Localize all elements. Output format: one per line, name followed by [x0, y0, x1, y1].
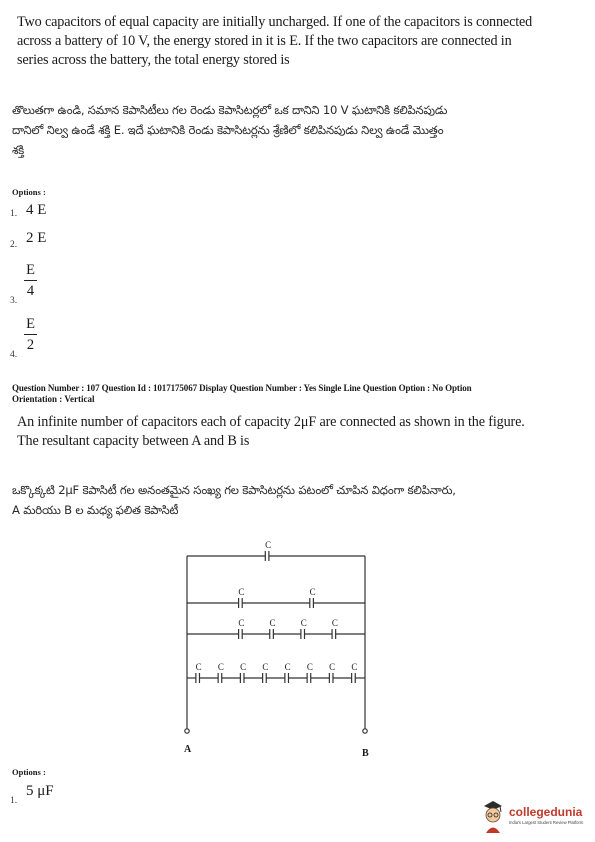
q2-meta — [12, 383, 592, 405]
capacitor-label: C — [351, 662, 358, 672]
capacitor-label: C — [238, 618, 245, 628]
q1-line-1: Two capacitors of equal capacity are initially uncharged. If one of the capacitors is connected — [17, 14, 533, 30]
logo-brand-text: collegedunia — [509, 805, 583, 819]
q2-telugu-line-1: ఒక్కొక్కటి 2μF కెపాసిటీ గల అనంతమైన సంఖ్య గల కెపాసిటర్లను పటంలో చూపిన విధంగా కలిపినారు, — [12, 483, 456, 497]
q2-line-2: The resultant capacity between A and B is — [17, 433, 250, 449]
q1-option-4-fraction[interactable] — [24, 316, 37, 353]
q1-option-4-number: 4. — [10, 350, 18, 360]
q1-english — [17, 13, 587, 70]
terminal-b — [363, 729, 367, 733]
node-a-label: A — [184, 744, 192, 755]
q1-option-2-text[interactable]: 2 E — [26, 230, 47, 246]
q1-options-label: Options : — [12, 187, 46, 197]
capacitor-ladder-figure — [160, 530, 400, 770]
q1-telugu-line-2: దానిలో నిల్వ ఉండే శక్తి E. ఇదే ఘటానికి రెండు కెపాసిటర్లను శ్రేణిలో కలిపినపుడు నిల్వ ఉండే మొత్తం — [12, 123, 444, 137]
q2-telugu — [12, 480, 590, 520]
capacitor-label: C — [306, 662, 313, 672]
q1-line-2: across a battery of 10 V, the energy stored in it is E. If the two capacitors are connected in — [17, 33, 512, 49]
logo-tagline: India's Largest Student Review Platform — [509, 820, 584, 825]
capacitor-label: C — [262, 662, 269, 672]
q2-options-label: Options : — [12, 767, 46, 777]
collegedunia-logo[interactable] — [478, 796, 590, 836]
q2-meta-line-1: Question Number : 107 Question Id : 1017175067 Display Question Number : Yes Single Line Question Option : No Option — [12, 383, 472, 393]
capacitor-label: C — [269, 618, 276, 628]
q1-option-3-fraction[interactable] — [24, 262, 37, 299]
fraction-bar — [24, 334, 37, 335]
fraction-bar — [24, 280, 37, 281]
node-b-label: B — [362, 748, 369, 759]
q1-option-2-number: 2. — [10, 240, 18, 250]
fraction-denominator: 2 — [26, 337, 35, 353]
q1-option-1-text[interactable]: 4 E — [26, 202, 47, 218]
capacitor-label: C — [309, 587, 316, 597]
q1-option-3-number: 3. — [10, 296, 18, 306]
capacitor-label: C — [300, 618, 307, 628]
capacitor-label: C — [265, 540, 272, 550]
fraction-numerator: E — [26, 316, 35, 332]
q2-option-1-text[interactable]: 5 μF — [26, 783, 54, 799]
terminal-a — [185, 729, 189, 733]
q1-telugu-line-3: శక్తి — [12, 143, 25, 157]
q1-line-3: series across the battery, the total energy stored is — [17, 52, 290, 68]
q1-telugu-line-1: తొలుతగా ఉండి, సమాన కెపాసిటీలు గల రెండు కెపాసిటర్లలో ఒక దానిని 10 V ఘటానికి కలిపినపుడు — [12, 103, 448, 117]
q2-meta-line-2: Orientation : Vertical — [12, 394, 95, 404]
capacitor-label: C — [217, 662, 224, 672]
capacitor-label: C — [329, 662, 336, 672]
capacitor-label: C — [238, 587, 245, 597]
q2-option-1-number: 1. — [10, 796, 18, 806]
mascot-icon — [478, 796, 508, 834]
fraction-denominator: 4 — [26, 283, 35, 299]
q1-telugu — [12, 100, 587, 160]
q2-line-1: An infinite number of capacitors each of capacity 2μF are connected as shown in the figure. — [17, 414, 525, 430]
capacitor-label: C — [284, 662, 291, 672]
q2-english — [17, 413, 592, 451]
fraction-numerator: E — [26, 262, 35, 278]
capacitor-label: C — [240, 662, 247, 672]
capacitor-label: C — [195, 662, 202, 672]
q2-telugu-line-2: A మరియు B ల మధ్య ఫలిత కెపాసిటీ — [12, 503, 179, 517]
capacitor-label: C — [331, 618, 338, 628]
q1-option-1-number: 1. — [10, 209, 18, 219]
